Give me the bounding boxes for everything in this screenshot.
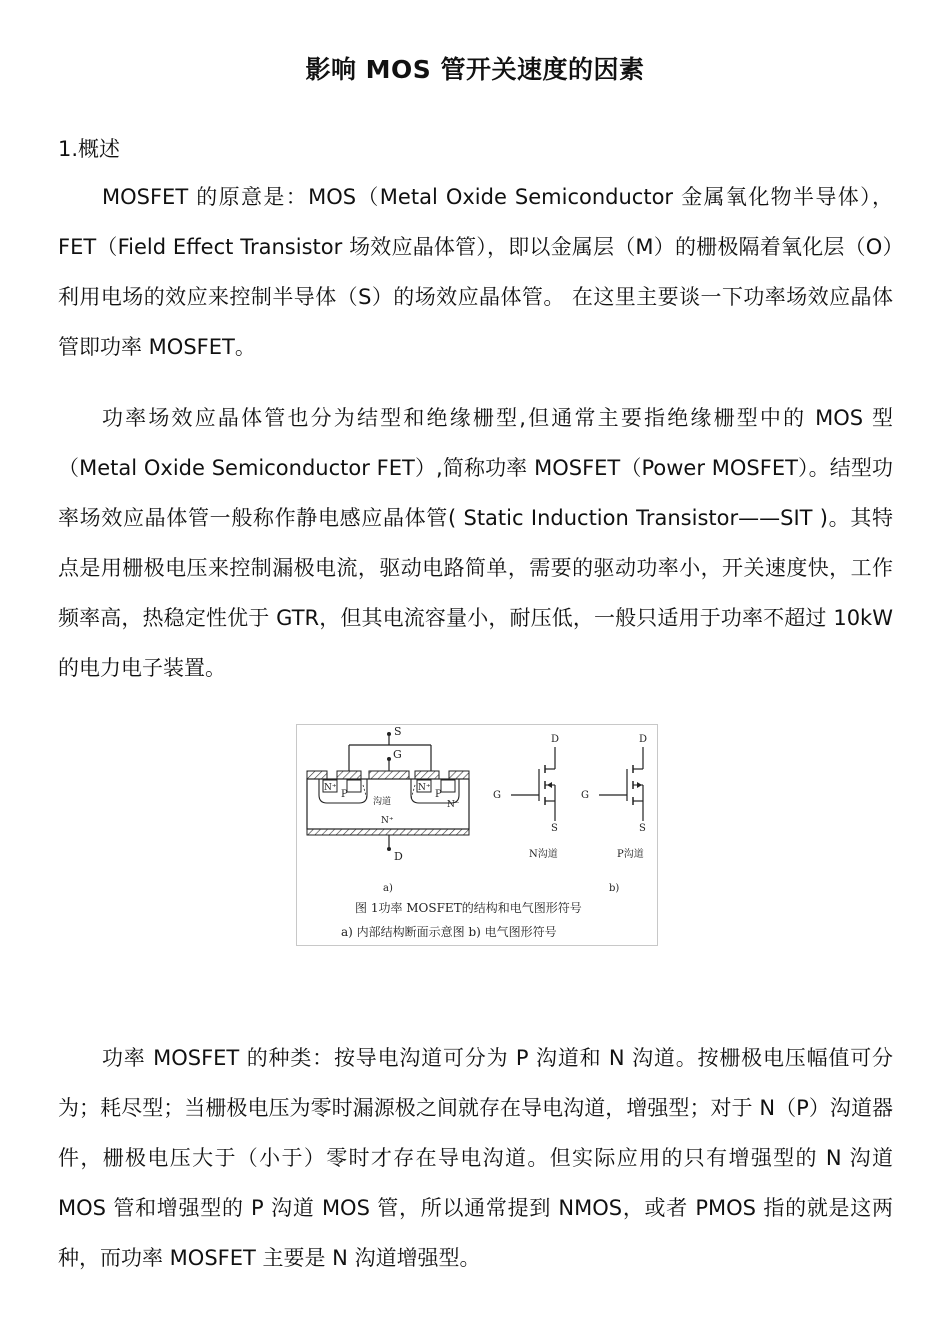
label-n-minus: N⁻ — [447, 800, 460, 810]
cross-section — [307, 725, 469, 863]
gate-terminal-dot — [387, 757, 391, 761]
n-symbol-g: G — [493, 790, 501, 801]
label-g: G — [393, 748, 402, 761]
mosfet-diagram — [297, 725, 657, 945]
drain-terminal-dot — [387, 847, 391, 851]
n-channel-caption: N沟道 — [529, 849, 558, 860]
label-d: D — [394, 850, 403, 863]
label-channel: 沟道 — [373, 797, 392, 807]
label-p-right: P — [435, 789, 442, 800]
document-title: 影响 MOS 管开关速度的因素 — [305, 55, 645, 84]
source-terminal-dot — [387, 732, 391, 736]
p-symbol-d: D — [639, 734, 648, 745]
paragraph-power-fet: 功率场效应晶体管也分为结型和绝缘栅型,但通常主要指绝缘栅型中的 MOS 型（Metal Oxide Semiconductor FET）,简称功率 MOSFET（Power MOSFET）。结型功率场效应晶体管一般称作静电感应晶体管( Static Induction Transistor——SIT )。其特点是用栅极电压来控制漏极电流，驱动电路简单，需要的驱动功率小，开关速度快，工作频率高，热稳定性优于 GTR，但其电流容量小，耐压低，一般只适用于功率不超过 10kW 的电力电子装置。 — [58, 406, 893, 680]
n-channel-symbol — [493, 734, 559, 860]
p-channel-caption: P沟道 — [617, 849, 644, 860]
paragraph-types: 功率 MOSFET 的种类：按导电沟道可分为 P 沟道和 N 沟道。按栅极电压幅值可分为；耗尽型；当栅极电压为零时漏源极之间就存在导电沟道，增强型；对于 N（P）沟道器件，栅极电压大于（小于）零时才存在导电沟道。但实际应用的只有增强型的 N 沟道 MOS 管和增强型的 P 沟道 MOS 管，所以通常提到 NMOS，或者 PMOS 指的就是这两种，而功率 MOSFET 主要是 N 沟道增强型。 — [58, 1046, 893, 1270]
p-symbol-g: G — [581, 790, 589, 801]
section-heading: 1.概述 — [58, 137, 121, 161]
label-n-plus-left: N⁺ — [324, 783, 337, 793]
figure-caption-line1: 图 1功率 MOSFET的结构和电气图形符号 — [355, 901, 582, 915]
label-n-plus-substrate: N⁺ — [381, 816, 394, 826]
label-s: S — [394, 725, 402, 738]
label-n-plus-right: N⁺ — [418, 783, 431, 793]
p-symbol-s: S — [639, 823, 646, 834]
n-symbol-d: D — [551, 734, 560, 745]
n-symbol-s: S — [551, 823, 558, 834]
mosfet-figure — [296, 724, 658, 946]
figure-label-b: b) — [609, 883, 620, 894]
label-p-left: P — [341, 789, 348, 800]
paragraph-overview: MOSFET 的原意是：MOS（Metal Oxide Semiconductor 金属氧化物半导体），FET（Field Effect Transistor 场效应晶体管），即以金属层（M）的栅极隔着氧化层（O）利用电场的效应来控制半导体（S）的场效应晶体管。 在这里主要谈一下功率场效应晶体管即功率 MOSFET。 — [58, 185, 893, 359]
figure-caption-line2: a) 内部结构断面示意图 b) 电气图形符号 — [341, 925, 557, 939]
p-channel-symbol — [581, 734, 647, 860]
figure-label-a: a) — [383, 883, 393, 894]
